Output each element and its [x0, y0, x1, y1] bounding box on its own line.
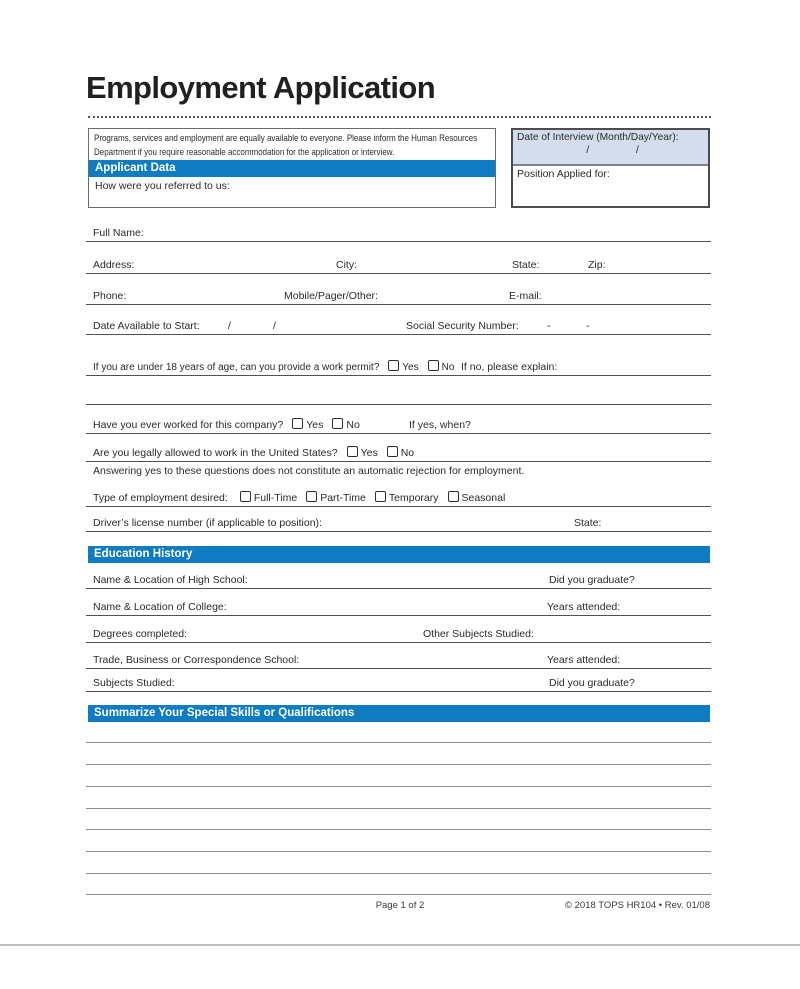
full-time-checkbox[interactable]: [240, 491, 251, 502]
interview-position-box: [511, 128, 710, 208]
college-label: Name & Location of College:: [93, 601, 227, 613]
high-school-label: Name & Location of High School:: [93, 574, 248, 586]
legally-allowed-question-group: [93, 446, 414, 459]
phone-label: Phone:: [93, 290, 127, 302]
position-applied-label: Position Applied for:: [517, 168, 610, 180]
skills-blank-line[interactable]: [86, 851, 711, 852]
rejection-note: Answering yes to these questions does not constitute an automatic rejection for employment.: [93, 465, 525, 477]
skills-blank-line[interactable]: [86, 742, 711, 743]
ssn-dash-1: -: [547, 320, 551, 332]
skills-blank-line[interactable]: [86, 894, 711, 895]
work-permit-yes-label: Yes: [402, 362, 419, 373]
full-name-label: Full Name:: [93, 227, 144, 239]
rejection-note-row: [86, 461, 711, 477]
page-title: Employment Application: [86, 70, 436, 105]
worked-before-no-label: No: [346, 419, 360, 431]
work-permit-field-row[interactable]: [86, 353, 711, 376]
work-permit-no-label: No: [441, 362, 455, 373]
license-state-label: State:: [574, 517, 602, 529]
notice-line-2: Department if you require reasonable accommodation for the application or interview.: [94, 146, 395, 158]
employment-type-label: Type of employment desired:: [93, 492, 228, 504]
notice-line-1: Programs, services and employment are equally available to everyone. Please inform the Human Resources: [94, 133, 478, 144]
drivers-license-field-row[interactable]: [86, 509, 711, 532]
worked-before-yes-checkbox[interactable]: [292, 418, 303, 429]
equal-opportunity-notice: [89, 129, 495, 160]
trade-school-field-row[interactable]: [86, 646, 711, 669]
seasonal-checkbox[interactable]: [448, 491, 459, 502]
legally-allowed-no-label: No: [400, 447, 415, 459]
date-of-interview-field[interactable]: [513, 130, 708, 166]
date-slash-1: /: [228, 320, 231, 332]
explanation-blank-line[interactable]: [86, 382, 711, 405]
work-permit-no-checkbox[interactable]: [428, 360, 439, 371]
employment-type-group: [93, 491, 505, 504]
skills-blank-line[interactable]: [86, 808, 711, 809]
ssn-label: Social Security Number:: [406, 320, 519, 332]
date-available-field-row[interactable]: [86, 312, 711, 335]
date-available-label: Date Available to Start:: [93, 320, 200, 332]
subjects-graduate-label: Did you graduate?: [549, 677, 635, 689]
notice-box: [88, 128, 496, 208]
part-time-checkbox[interactable]: [306, 491, 317, 502]
temporary-label: Temporary: [388, 492, 439, 504]
title-dotted-divider: [88, 116, 711, 118]
skills-header: Summarize Your Special Skills or Qualifications: [88, 705, 710, 722]
skills-blank-line[interactable]: [86, 786, 711, 787]
full-time-label: Full-Time: [253, 492, 298, 504]
temporary-checkbox[interactable]: [375, 491, 386, 502]
education-history-header: Education History: [88, 546, 710, 563]
degrees-field-row[interactable]: [86, 620, 711, 643]
trade-years-label: Years attended:: [547, 654, 621, 666]
work-permit-question-group: [93, 360, 454, 373]
page-bottom-divider: [0, 944, 800, 946]
applicant-data-header: Applicant Data: [89, 160, 495, 177]
high-school-graduate-label: Did you graduate?: [549, 574, 635, 586]
worked-before-yes-label: Yes: [306, 419, 324, 431]
legally-allowed-question: Are you legally allowed to work in the United States?: [93, 447, 338, 459]
skills-blank-line[interactable]: [86, 829, 711, 830]
if-no-explain-label: If no, please explain:: [461, 361, 558, 373]
high-school-field-row[interactable]: [86, 566, 711, 589]
legally-allowed-yes-label: Yes: [360, 447, 378, 459]
if-yes-when-label: If yes, when?: [409, 419, 471, 431]
legally-allowed-yes-checkbox[interactable]: [347, 446, 358, 457]
other-subjects-label: Other Subjects Studied:: [423, 628, 534, 640]
copyright-text: © 2018 TOPS HR104 • Rev. 01/08: [565, 900, 710, 911]
worked-before-field-row[interactable]: [86, 411, 711, 434]
address-field-row[interactable]: [86, 251, 711, 274]
page-number: Page 1 of 2: [375, 900, 425, 911]
ssn-dash-2: -: [586, 320, 590, 332]
college-field-row[interactable]: [86, 593, 711, 616]
skills-blank-line[interactable]: [86, 873, 711, 874]
legally-allowed-no-checkbox[interactable]: [387, 446, 398, 457]
phone-field-row[interactable]: [86, 282, 711, 305]
drivers-license-label: Driver’s license number (if applicable to position):: [93, 517, 322, 529]
part-time-label: Part-Time: [320, 492, 366, 504]
zip-label: Zip:: [588, 259, 606, 271]
subjects-studied-field-row[interactable]: [86, 669, 711, 692]
skills-blank-line[interactable]: [86, 764, 711, 765]
state-label: State:: [512, 259, 540, 271]
legally-allowed-field-row[interactable]: [86, 439, 711, 462]
referred-by-field[interactable]: [89, 177, 495, 207]
work-permit-question: If you are under 18 years of age, can you provide a work permit?: [93, 362, 380, 373]
email-label: E-mail:: [509, 290, 542, 302]
seasonal-label: Seasonal: [461, 492, 506, 504]
mobile-label: Mobile/Pager/Other:: [284, 290, 378, 302]
worked-before-no-checkbox[interactable]: [332, 418, 343, 429]
worked-before-question-group: [93, 418, 360, 431]
date-of-interview-label: Date of Interview (Month/Day/Year):: [517, 132, 679, 143]
work-permit-yes-checkbox[interactable]: [388, 360, 399, 371]
subjects-studied-label: Subjects Studied:: [93, 677, 175, 689]
interview-date-slashes: / /: [586, 144, 639, 156]
degrees-label: Degrees completed:: [93, 628, 187, 640]
full-name-field-row[interactable]: [86, 219, 711, 242]
worked-before-question: Have you ever worked for this company?: [93, 419, 284, 431]
city-label: City:: [336, 259, 357, 271]
trade-school-label: Trade, Business or Correspondence School:: [93, 654, 300, 666]
position-applied-field[interactable]: [513, 166, 708, 180]
address-label: Address:: [93, 259, 135, 271]
employment-type-field-row[interactable]: [86, 484, 711, 507]
referred-by-label: How were you referred to us:: [95, 180, 230, 192]
date-slash-2: /: [273, 320, 276, 332]
college-years-label: Years attended:: [547, 601, 621, 613]
